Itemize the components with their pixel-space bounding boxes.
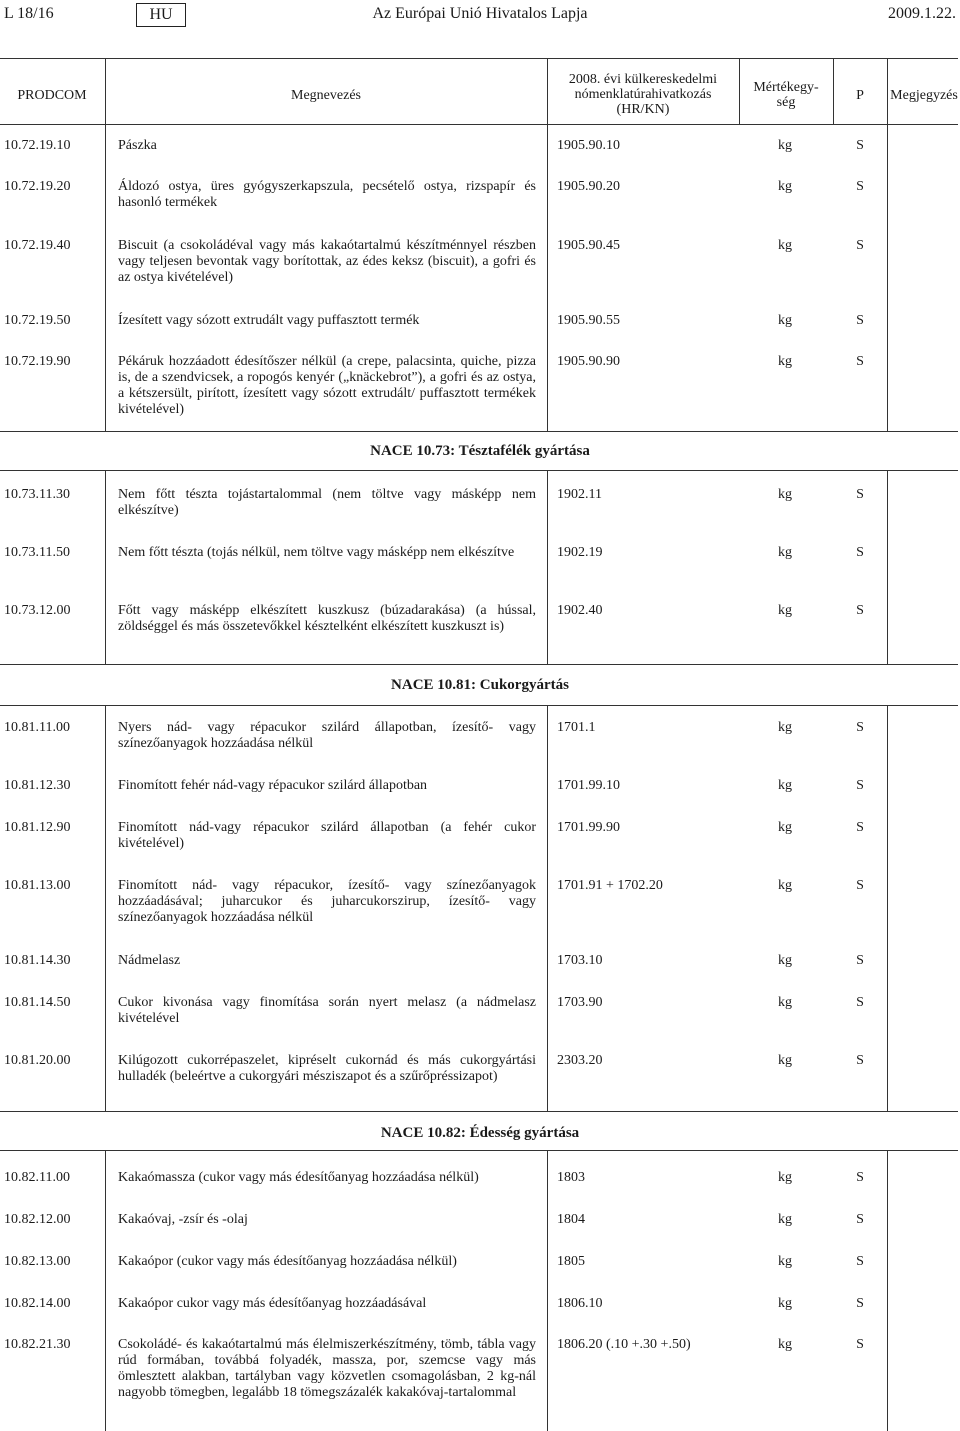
product-description: Ízesített vagy sózott extrudált vagy puffasztott termék [118, 313, 420, 328]
product-description: Kilúgozott cukorrépaszelet, kipréselt cukornád és más cukorgyártási hulladék (beleértve a cukorgyári mésziszapot és a szűrőpréssizapot) [118, 1053, 536, 1084]
prodcom-code: 10.72.19.40 [4, 238, 71, 253]
product-description: Csokoládé- és kakaótartalmú más élelmiszerkészítmény, tömb, tábla vagy rúd formában, továbbá folyadék, massza, por, szemcse vagy más ömlesztett alakban, tartályban vagy közvetlen csomagolásban, 2 kg-nál nagyobb tömegben, legalább 18 tömegszázalék kakakóvaj-tartalommal [118, 1337, 536, 1400]
column-header-cn-line3: (HR/KN) [616, 102, 670, 117]
cn-code: 1701.91 + 1702.20 [557, 878, 663, 893]
product-description: Pászka [118, 138, 157, 153]
cn-code: 1902.11 [557, 487, 602, 502]
prodcom-code: 10.82.21.30 [4, 1337, 71, 1352]
column-header-unit-line1: Mértékegy- [753, 80, 819, 95]
p-flag: S [856, 778, 864, 793]
p-flag: S [856, 1254, 864, 1269]
cn-code: 1905.90.10 [557, 138, 620, 153]
section-rule [0, 1111, 958, 1112]
prodcom-code: 10.72.19.10 [4, 138, 71, 153]
column-rule [887, 470, 888, 664]
prodcom-code: 10.81.13.00 [4, 878, 71, 893]
section-rule [0, 431, 958, 432]
section-heading: NACE 10.82: Édesség gyártása [380, 1125, 580, 1141]
language-badge: HU [136, 3, 186, 27]
cn-code: 1803 [557, 1170, 585, 1185]
cn-code: 1701.99.90 [557, 820, 620, 835]
section-rule [0, 1150, 958, 1151]
p-flag: S [856, 354, 864, 369]
product-description: Nádmelasz [118, 953, 181, 968]
prodcom-code: 10.73.11.30 [4, 487, 70, 502]
product-description: Áldozó ostya, üres gyógyszerkapszula, pecsételő ostya, rizspapír és hasonló termékek [118, 179, 536, 210]
column-rule [887, 705, 888, 1111]
p-flag: S [856, 878, 864, 893]
p-flag: S [856, 238, 864, 253]
column-header-cn-line1: 2008. évi külkereskedelmi [568, 72, 718, 87]
table-header-rule [0, 124, 958, 125]
product-description: Kakaóvaj, -zsír és -olaj [118, 1212, 248, 1227]
cn-code: 1703.90 [557, 995, 603, 1010]
column-rule [105, 470, 106, 664]
product-description: Biscuit (a csokoládéval vagy más kakaótartalmú készítménnyel részben vagy teljesen bevontak vagy borítottak, az édes keksz (biscuit), a gofri és az ostya kivételével) [118, 238, 536, 285]
section-rule [0, 705, 958, 706]
unit: kg [778, 603, 792, 618]
column-header-name: Megnevezés [291, 88, 361, 103]
product-description: Kakaómassza (cukor vagy más édesítőanyag hozzáadása nélkül) [118, 1170, 479, 1185]
p-flag: S [856, 179, 864, 194]
column-rule [887, 1150, 888, 1431]
cn-code: 1905.90.45 [557, 238, 620, 253]
unit: kg [778, 820, 792, 835]
column-header-cn [548, 72, 738, 117]
column-rule [105, 59, 106, 431]
cn-code: 1701.1 [557, 720, 596, 735]
p-flag: S [856, 138, 864, 153]
table-top-rule [0, 58, 958, 59]
prodcom-code: 10.81.20.00 [4, 1053, 71, 1068]
p-flag: S [856, 1212, 864, 1227]
prodcom-code: 10.81.12.30 [4, 778, 71, 793]
unit: kg [778, 354, 792, 369]
cn-code: 1905.90.55 [557, 313, 620, 328]
p-flag: S [856, 603, 864, 618]
product-description: Cukor kivonása vagy finomítása során nyert melasz (a nádmelasz kivételével [118, 995, 536, 1026]
column-rule [105, 705, 106, 1111]
column-rule [833, 59, 834, 125]
cn-code: 2303.20 [557, 1053, 603, 1068]
product-description: Finomított fehér nád-vagy répacukor szilárd állapotban [118, 778, 428, 793]
column-rule [547, 470, 548, 664]
column-header-p: P [856, 88, 864, 103]
section-heading: NACE 10.81: Cukorgyártás [391, 677, 569, 693]
product-description: Nem főtt tészta tojástartalommal (nem töltve vagy másképp nem elkészítve) [118, 487, 536, 518]
unit: kg [778, 545, 792, 560]
p-flag: S [856, 487, 864, 502]
p-flag: S [856, 1296, 864, 1311]
prodcom-code: 10.82.14.00 [4, 1296, 71, 1311]
unit: kg [778, 1337, 792, 1352]
prodcom-code: 10.73.12.00 [4, 603, 71, 618]
column-header-prodcom: PRODCOM [17, 88, 87, 103]
p-flag: S [856, 820, 864, 835]
column-rule [887, 59, 888, 431]
column-header-cn-line2: nómenklatúrahivatkozás [574, 87, 712, 102]
prodcom-code: 10.73.11.50 [4, 545, 70, 560]
unit: kg [778, 878, 792, 893]
prodcom-code: 10.81.14.50 [4, 995, 71, 1010]
journal-title: Az Európai Unió Hivatalos Lapja [372, 5, 588, 22]
p-flag: S [856, 995, 864, 1010]
unit: kg [778, 1053, 792, 1068]
unit: kg [778, 1170, 792, 1185]
prodcom-code: 10.72.19.50 [4, 313, 71, 328]
prodcom-code: 10.81.11.00 [4, 720, 70, 735]
section-rule [0, 664, 958, 665]
section-heading: NACE 10.73: Tésztafélék gyártása [370, 443, 590, 459]
cn-code: 1806.20 (.10 +.30 +.50) [557, 1337, 691, 1352]
unit: kg [778, 238, 792, 253]
unit: kg [778, 720, 792, 735]
prodcom-code: 10.82.11.00 [4, 1170, 70, 1185]
column-header-unit [740, 80, 832, 110]
p-flag: S [856, 313, 864, 328]
prodcom-code: 10.72.19.20 [4, 179, 71, 194]
cn-code: 1703.10 [557, 953, 603, 968]
section-rule [0, 470, 958, 471]
page-header [0, 0, 960, 32]
unit: kg [778, 953, 792, 968]
p-flag: S [856, 720, 864, 735]
publication-date: 2009.1.22. [888, 5, 956, 22]
product-description: Pékáruk hozzáadott édesítőszer nélkül (a crepe, palacsinta, quiche, pizza is, de a szendvicsek, a ropogós kenyér („knäckebrot”), a gofri és az ostya, a kétszersült, pirított, ízesített vagy sózott extrudált/ puffasztott termékek kivételével) [118, 354, 536, 417]
p-flag: S [856, 1053, 864, 1068]
column-rule [105, 1150, 106, 1431]
unit: kg [778, 487, 792, 502]
page-number: L 18/16 [4, 5, 54, 22]
unit: kg [778, 1254, 792, 1269]
cn-code: 1905.90.90 [557, 354, 620, 369]
unit: kg [778, 138, 792, 153]
prodcom-code: 10.82.13.00 [4, 1254, 71, 1269]
unit: kg [778, 778, 792, 793]
unit: kg [778, 179, 792, 194]
unit: kg [778, 995, 792, 1010]
column-rule [739, 59, 740, 125]
column-rule [547, 1150, 548, 1431]
product-description: Kakaópor cukor vagy más édesítőanyag hozzáadásával [118, 1296, 427, 1311]
product-description: Főtt vagy másképp elkészített kuszkusz (búzadarakása) (a hússal, zöldséggel és más összetevőkkel késztelként elkészített kuszkuszt is) [118, 603, 536, 634]
column-rule [547, 59, 548, 431]
p-flag: S [856, 1170, 864, 1185]
p-flag: S [856, 1337, 864, 1352]
cn-code: 1805 [557, 1254, 585, 1269]
p-flag: S [856, 953, 864, 968]
column-rule [547, 705, 548, 1111]
prodcom-code: 10.72.19.90 [4, 354, 71, 369]
cn-code: 1806.10 [557, 1296, 603, 1311]
product-description: Nem főtt tészta (tojás nélkül, nem töltve vagy másképp nem elkészítve [118, 545, 515, 560]
p-flag: S [856, 545, 864, 560]
product-description: Finomított nád- vagy répacukor, ízesítő- vagy színezőanyagok hozzáadásával; juharcukor és juharcukorszirup, ízesítő- vagy színezőanyagok hozzáadása nélkül [118, 878, 536, 925]
column-header-note: Megjegyzés [890, 88, 958, 103]
product-description: Finomított nád-vagy répacukor szilárd állapotban (a fehér cukor kivételével) [118, 820, 536, 851]
prodcom-code: 10.81.14.30 [4, 953, 71, 968]
cn-code: 1902.40 [557, 603, 603, 618]
cn-code: 1905.90.20 [557, 179, 620, 194]
prodcom-code: 10.81.12.90 [4, 820, 71, 835]
cn-code: 1902.19 [557, 545, 603, 560]
unit: kg [778, 313, 792, 328]
column-header-unit-line2: ség [776, 95, 796, 110]
cn-code: 1804 [557, 1212, 585, 1227]
unit: kg [778, 1296, 792, 1311]
prodcom-code: 10.82.12.00 [4, 1212, 71, 1227]
product-description: Nyers nád- vagy répacukor szilárd állapotban, ízesítő- vagy színezőanyagok hozzáadása nélkül [118, 720, 536, 751]
product-description: Kakaópor (cukor vagy más édesítőanyag hozzáadása nélkül) [118, 1254, 457, 1269]
cn-code: 1701.99.10 [557, 778, 620, 793]
unit: kg [778, 1212, 792, 1227]
